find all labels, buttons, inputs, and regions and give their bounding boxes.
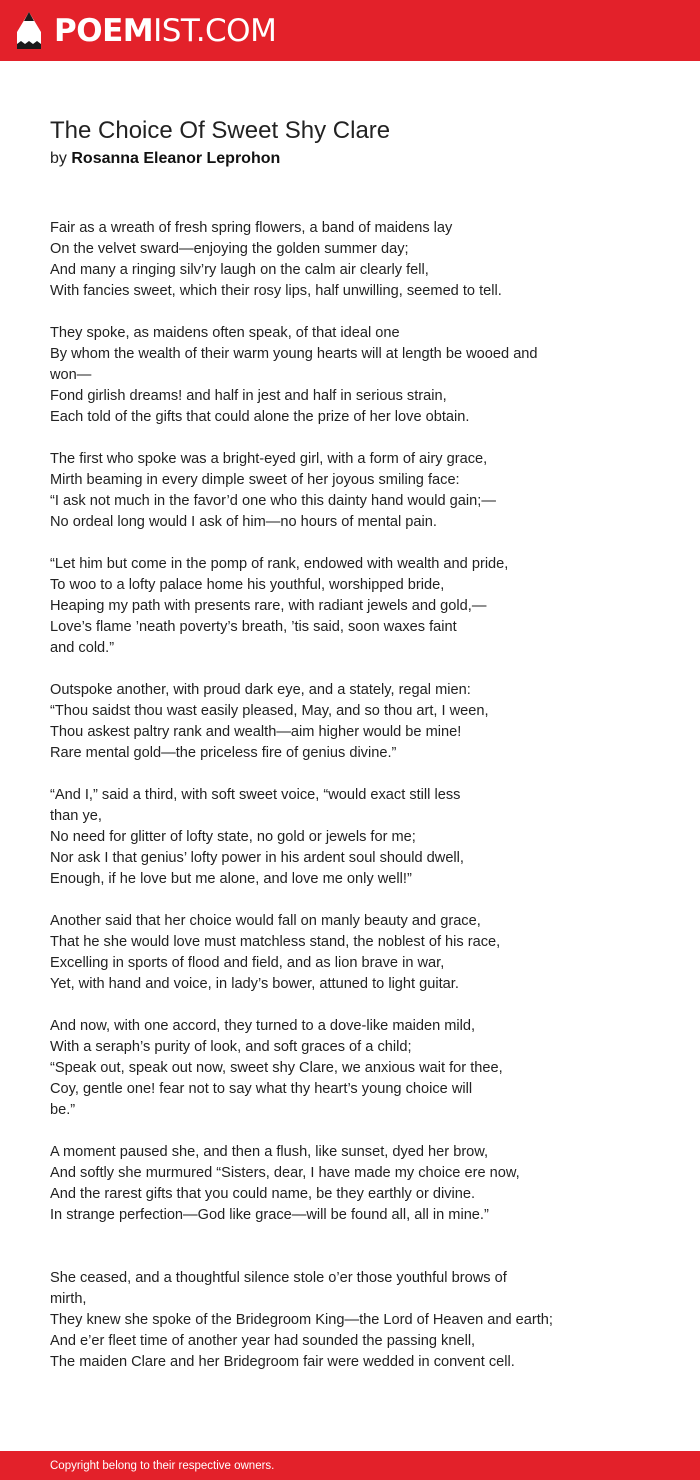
poem-line: Each told of the gifts that could alone the prize of her love obtain. bbox=[50, 409, 470, 425]
poem-line: “I ask not much in the favor’d one who this dainty hand would gain;— bbox=[50, 493, 496, 509]
poem-line: They spoke, as maidens often speak, of that ideal one bbox=[50, 325, 400, 341]
poem-line: A moment paused she, and then a flush, like sunset, dyed her brow, bbox=[50, 1144, 489, 1160]
poem-line: By whom the wealth of their warm young hearts will at length be wooed and bbox=[50, 346, 538, 362]
poem-line: Love’s flame ’neath poverty’s breath, ’tis said, soon waxes faint bbox=[50, 619, 457, 635]
poem-line: And softly she murmured “Sisters, dear, I have made my choice ere now, bbox=[50, 1165, 520, 1181]
poem-line: With a seraph’s purity of look, and soft graces of a child; bbox=[50, 1039, 412, 1055]
stanza bbox=[50, 1016, 650, 1121]
poem-line: “And I,” said a third, with soft sweet voice, “would exact still less bbox=[50, 787, 461, 803]
poem-line: Another said that her choice would fall on manly beauty and grace, bbox=[50, 913, 481, 929]
poem-line: Rare mental gold—the priceless fire of genius divine.” bbox=[50, 745, 397, 761]
stanza bbox=[50, 785, 650, 890]
poem-line: She ceased, and a thoughtful silence stole o’er those youthful brows of bbox=[50, 1270, 507, 1286]
poem-line: They knew she spoke of the Bridegroom King—the Lord of Heaven and earth; bbox=[50, 1312, 553, 1328]
poem-line: Coy, gentle one! fear not to say what thy heart’s young choice will bbox=[50, 1081, 473, 1097]
stanza bbox=[50, 1268, 650, 1373]
logo-light-text: IST.COM bbox=[153, 13, 277, 49]
stanza bbox=[50, 218, 650, 302]
poem-line: “Thou saidst thou wast easily pleased, May, and so thou art, I ween, bbox=[50, 703, 489, 719]
poem-line: Nor ask I that genius’ lofty power in his ardent soul should dwell, bbox=[50, 850, 464, 866]
poem-line: The maiden Clare and her Bridegroom fair were wedded in convent cell. bbox=[50, 1354, 515, 1370]
site-footer bbox=[0, 1451, 700, 1480]
poem-line: The first who spoke was a bright-eyed girl, with a form of airy grace, bbox=[50, 451, 488, 467]
poem-line: Excelling in sports of flood and field, and as lion brave in war, bbox=[50, 955, 445, 971]
poem-line: be.” bbox=[50, 1102, 76, 1118]
by-label: by bbox=[50, 150, 67, 167]
poem-line: In strange perfection—God like grace—will be found all, all in mine.” bbox=[50, 1207, 489, 1223]
pencil-icon bbox=[16, 11, 42, 51]
poem-line: And e’er fleet time of another year had sounded the passing knell, bbox=[50, 1333, 476, 1349]
poem-line: Heaping my path with presents rare, with radiant jewels and gold,— bbox=[50, 598, 487, 614]
poem-line: No ordeal long would I ask of him—no hours of mental pain. bbox=[50, 514, 437, 530]
stanza bbox=[50, 1142, 650, 1226]
copyright-text: Copyright belong to their respective owners. bbox=[50, 1460, 275, 1472]
poem-line: Yet, with hand and voice, in lady’s bower, attuned to light guitar. bbox=[50, 976, 459, 992]
poem-byline bbox=[50, 148, 280, 170]
poem-line: Enough, if he love but me alone, and love me only well!” bbox=[50, 871, 412, 887]
stanza bbox=[50, 554, 650, 659]
poem-line: “Let him but come in the pomp of rank, endowed with wealth and pride, bbox=[50, 556, 509, 572]
site-header bbox=[0, 0, 700, 61]
poem-line: No need for glitter of lofty state, no gold or jewels for me; bbox=[50, 829, 416, 845]
stanza bbox=[50, 680, 650, 764]
poem-line: Fair as a wreath of fresh spring flowers, a band of maidens lay bbox=[50, 220, 453, 236]
poem-line: That he she would love must matchless stand, the noblest of his race, bbox=[50, 934, 501, 950]
poem-line: Thou askest paltry rank and wealth—aim higher would be mine! bbox=[50, 724, 462, 740]
poem-line: And the rarest gifts that you could name, be they earthly or divine. bbox=[50, 1186, 476, 1202]
poem-line: Mirth beaming in every dimple sweet of her joyous smiling face: bbox=[50, 472, 460, 488]
poem-line: than ye, bbox=[50, 808, 102, 824]
logo-bold-text: POEM bbox=[54, 13, 154, 49]
poem-line: With fancies sweet, which their rosy lips, half unwilling, seemed to tell. bbox=[50, 283, 502, 299]
stanza bbox=[50, 449, 650, 533]
poem-line: To woo to a lofty palace home his youthful, worshipped bride, bbox=[50, 577, 445, 593]
author-name[interactable]: Rosanna Eleanor Leprohon bbox=[71, 150, 281, 167]
poem-line: Outspoke another, with proud dark eye, and a stately, regal mien: bbox=[50, 682, 471, 698]
stanza bbox=[50, 911, 650, 995]
poem-line: On the velvet sward—enjoying the golden summer day; bbox=[50, 241, 409, 257]
stanza bbox=[50, 323, 650, 428]
poem-line: Fond girlish dreams! and half in jest and half in serious strain, bbox=[50, 388, 447, 404]
logo-wordmark bbox=[54, 9, 276, 53]
poem-line: mirth, bbox=[50, 1291, 87, 1307]
poem-title: The Choice Of Sweet Shy Clare bbox=[50, 117, 391, 144]
poem-line: “Speak out, speak out now, sweet shy Clare, we anxious wait for thee, bbox=[50, 1060, 503, 1076]
poem-line: And many a ringing silv’ry laugh on the calm air clearly fell, bbox=[50, 262, 429, 278]
poem-line: won— bbox=[50, 367, 92, 383]
site-logo[interactable] bbox=[16, 9, 276, 53]
poem-line: And now, with one accord, they turned to a dove-like maiden mild, bbox=[50, 1018, 476, 1034]
poem-body bbox=[50, 218, 650, 1394]
poem-line: and cold.” bbox=[50, 640, 115, 656]
